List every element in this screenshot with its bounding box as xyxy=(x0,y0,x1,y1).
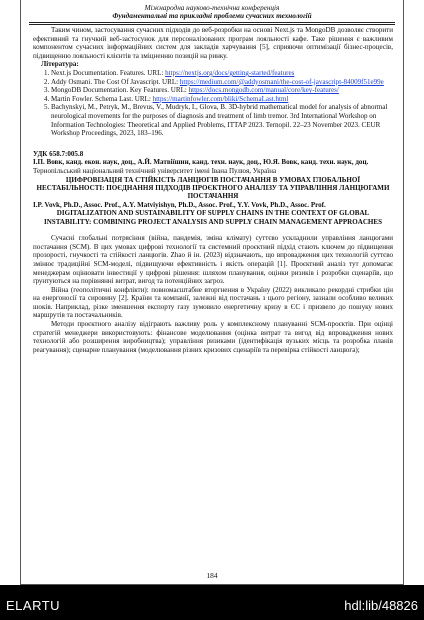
header-rule xyxy=(29,22,395,23)
page-number: 184 xyxy=(206,571,218,580)
page-content xyxy=(33,26,393,354)
viewer-footer-bar xyxy=(0,585,424,620)
repository-label: ELARTU xyxy=(6,598,61,613)
reference-link[interactable]: https://nextjs.org/docs/getting-started/features xyxy=(165,68,295,77)
reference-item: 2. Addy Osmani. The Cost Of Javascript. URL: https://medium.com/@addyosmani/the-cost-of-javascript-84009f51e99e xyxy=(51,78,393,87)
conference-header: Міжнародна науково-технічна конференція xyxy=(144,4,280,12)
body-paragraph: Війна (геополітичні конфлікти): повномасштабне вторгнення в Україну (2022) викликало рекордні стрибки цін на енергоносії та сировину [2]. Країни та компанії, залежні від постачань з цього регіону, зазнали особливо великих шоків. Наприклад, різке зменшення експорту газу зумовило енергетичну кризу в ЄС і призвело до пошуку нових маршрутів та постачальників. xyxy=(33,285,393,320)
body-paragraph: Сучасні глобальні потрясіння (війна, пандемія, зміна клімату) суттєво ускладнили управління ланцюгами постачання (SCM). В цих умовах цифрові технології та системний проєктний підхід стають ключем до підвищення прозорості, гнучкості та стійкості ланцюгів. Zhao й ін. (2023) відзначають, що впровадження цих технологій суттєво змінює традиційні SCM-моделі, підвищуючи ефективність і якість операцій [1]. Проєктний аналіз тут допомагає менеджерам оцінювати інвестиції у цифрові рішення: шляхом планування, оцінки ризиків і розробки сценаріїв, що ґрунтуються на порівнянні витрат, вигод та потенційних загроз. xyxy=(33,234,393,286)
reference-item: 5. Bachynskyi, M., Petryk, M., Brevus, V., Mudryk, I., Glova, B. 3D-hybrid mathematical model for analysis of abnormal neurological movements for the purposes of diagnosis and treatment of limb tremor. 3rd International Workshop on Information Technologies: Theoretical and Applied Problems, ITTAP 2023. Ternopil. 22–23 November 2023. CEUR Workshop Proceedings, 2023, 183–196. xyxy=(51,103,393,137)
reference-link[interactable]: https://docs.mongodb.com/manual/core/key-features/ xyxy=(188,86,339,95)
university-affiliation: Тернопільський національний технічний університет імені Івана Пулюя, Україна xyxy=(33,166,277,175)
authors-en: I.P. Vovk, Ph.D., Assoc. Prof., A.Y. Matviyishyn, Ph.D., Assoc. Prof., Y.Y. Vovk, Ph.D., Assoc. Prof. xyxy=(33,200,326,209)
article-title-ua: ЦИФРОВІЗАЦІЯ ТА СТІЙКІСТЬ ЛАНЦЮГІВ ПОСТАЧАННЯ В УМОВАХ ГЛОБАЛЬНОЇ НЕСТАБІЛЬНОСТІ: ПОЄДНАННЯ ПІДХОДІВ ПРОЄКТНОГО АНАЛІЗУ ТА УПРАВЛІННЯ ЛАНЦЮГАМИ ПОСТАЧАННЯ xyxy=(36,175,390,201)
header-rule-thin xyxy=(29,24,395,25)
document-page xyxy=(20,0,404,585)
authors-ua: І.П. Вовк, канд. екон. наук, доц., А.Й. Матвіїшин, канд. техн. наук, доц., Ю.Я. Вовк, канд. техн. наук, доц. xyxy=(33,158,369,167)
body-paragraph: Методи проєктного аналізу відіграють важливу роль у комплексному плануванні SCM-проєктів. При оцінці стратегій менеджери використовують: фінансове моделювання (оцінка витрат та вигод від впровадження нових технологій або розширення виробництва); управління ризиками (ідентифікація вузьких місць та розробка планів реагування); сценарне планування (моделювання різних кризових сценаріїв та перевірка стійкості ланцюга); xyxy=(33,320,393,354)
handle-label: hdl:lib/48826 xyxy=(344,598,418,613)
reference-item: 1. Next.js Documentation. Features. URL: https://nextjs.org/docs/getting-started/features xyxy=(51,69,393,78)
reference-link[interactable]: https://medium.com/@addyosmani/the-cost-of-javascript-84009f51e99e xyxy=(179,77,384,86)
reference-link[interactable]: https://martinfowler.com/bliki/SchemaLast.html xyxy=(152,94,289,103)
article-title-en: DIGITALIZATION AND SUSTAINABILITY OF SUPPLY CHAINS IN THE CONTEXT OF GLOBAL INSTABILITY: COMBINING PROJECT ANALYSIS AND SUPPLY CHAIN MANAGEMENT APPROACHES xyxy=(43,209,383,226)
conference-title: Фундаментальні та прикладні проблеми сучасних технологій xyxy=(112,12,312,20)
reference-list xyxy=(33,69,393,138)
literature-heading: Література: xyxy=(41,60,79,69)
intro-paragraph: Таким чином, застосування сучасних підходів до веб-розробки на основі Next.js та MongoDB дозволяє створити ефективний та гнучкий веб-застосунок для персоналізованих програм лояльності кафе. Таке рішення є важливим компонентом сучасних інформаційних систем для закладів харчування [5], сприяючи оптимізації бізнес-процесів, підвищенню лояльності клієнтів та зміцненню позицій на ринку. xyxy=(33,26,393,60)
reference-item: 4. Martin Fowler. Schema Last. URL: https://martinfowler.com/bliki/SchemaLast.html xyxy=(51,95,393,104)
udk-code: УДК 658.7:005.8 xyxy=(33,149,84,158)
reference-item: 3. MongoDB Documentation. Key Features. URL: https://docs.mongodb.com/manual/core/key-features/ xyxy=(51,86,393,95)
